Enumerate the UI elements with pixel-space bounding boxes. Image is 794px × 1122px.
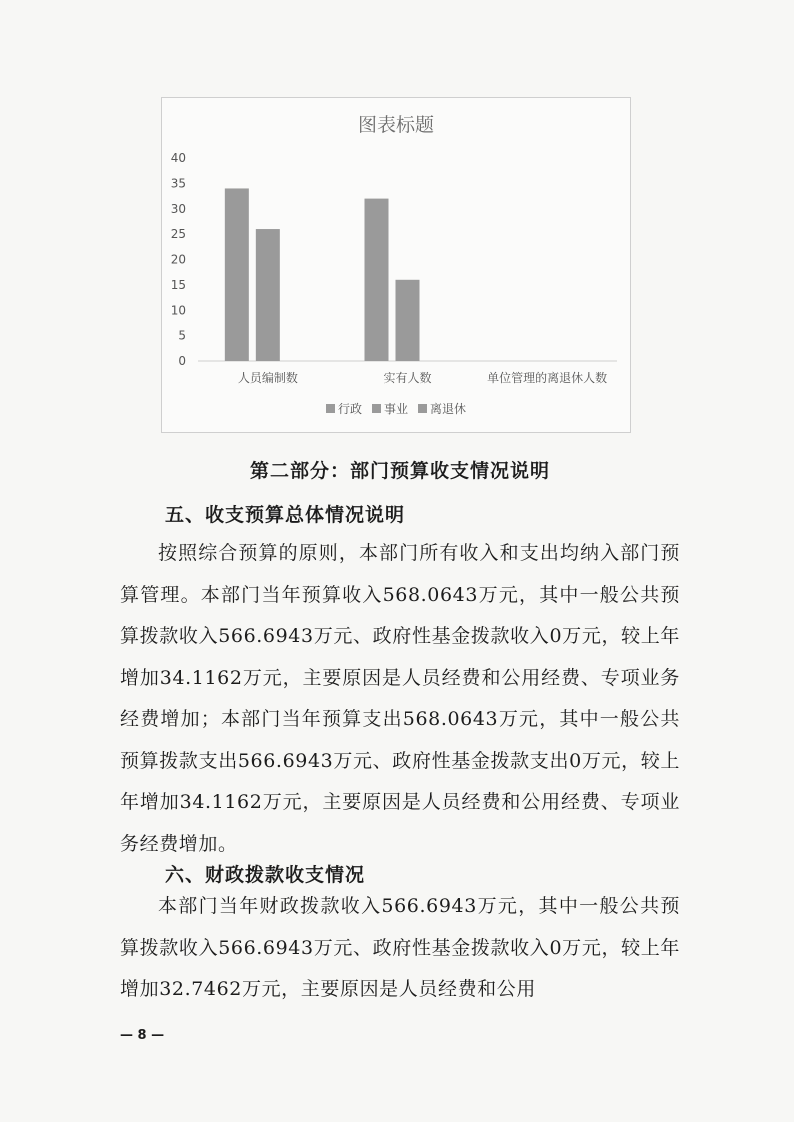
heading-five: 五、收支预算总体情况说明 (165, 504, 406, 526)
chart-title: 图表标题 (357, 114, 435, 136)
legend-label: 行政 (338, 402, 363, 416)
y-tick-label: 40 (170, 151, 186, 165)
legend-label: 事业 (384, 402, 409, 416)
y-tick-label: 5 (178, 328, 186, 343)
heading-six: 六、财政拨款收支情况 (165, 864, 366, 886)
paragraph-five: 按照综合预算的原则，本部门所有收入和支出均纳入部门预算管理。本部门当年预算收入568.0643万元，其中一般公共预算拨款收入566.6943万元、政府性基金拨款收入0万元，较上年增加34.1162万元，主要原因是人员经费和公用经费、专项业务经费增加；本部门当年预算支出568.0643万元，其中一般公共预算拨款支出566.6943万元、政府性基金拨款支出0万元，较上年增加34.1162万元，主要原因是人员经费和公用经费、专项业务经费增加。 (120, 542, 680, 855)
legend-swatch (372, 404, 381, 413)
bar-1-1 (225, 188, 249, 361)
chart-container (161, 97, 631, 433)
category-label: 实有人数 (383, 371, 432, 385)
paragraph-six: 本部门当年财政拨款收入566.6943万元，其中一般公共预算拨款收入566.6943万元、政府性基金拨款收入0万元，较上年增加32.7462万元，主要原因是人员经费和公用 (120, 895, 680, 1000)
section-title: 第二部分：部门预算收支情况说明 (249, 460, 550, 482)
y-tick-label: 25 (170, 227, 186, 242)
y-tick-label: 30 (170, 201, 186, 216)
y-tick-label: 35 (170, 176, 186, 191)
legend-label: 离退休 (430, 402, 467, 416)
y-tick-label: 15 (170, 277, 186, 292)
y-tick-label: 20 (170, 252, 186, 267)
y-tick-label: 10 (170, 303, 186, 318)
category-label: 单位管理的离退休人数 (487, 371, 608, 385)
y-tick-label: 0 (178, 354, 186, 368)
page-number: — 8 — (120, 1028, 165, 1043)
bar-2-2 (396, 280, 420, 361)
legend-swatch (326, 404, 335, 413)
legend-swatch (418, 404, 427, 413)
category-label: 人员编制数 (237, 371, 298, 385)
bar-chart (162, 98, 630, 432)
bar-2-1 (256, 229, 280, 361)
bar-1-2 (365, 199, 389, 361)
